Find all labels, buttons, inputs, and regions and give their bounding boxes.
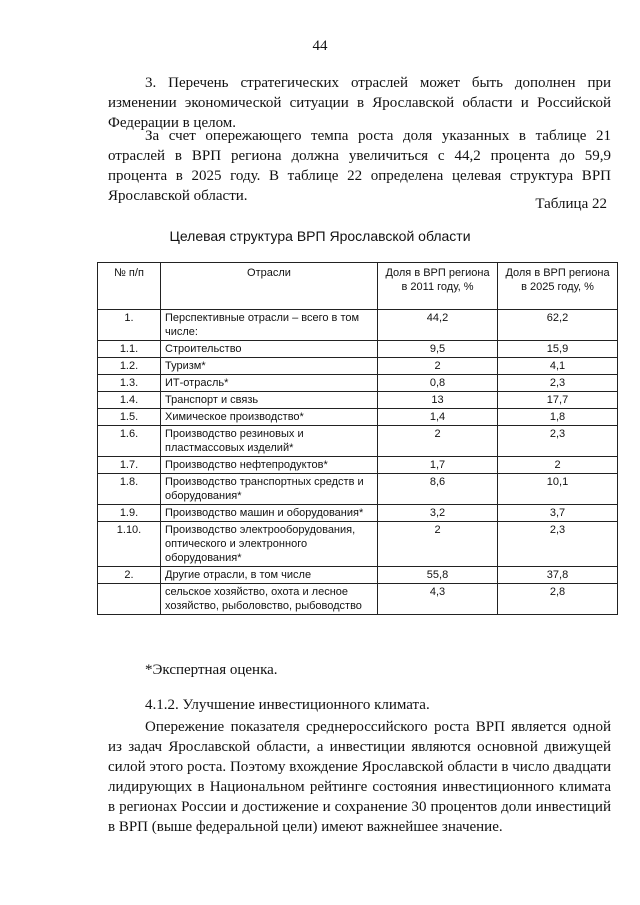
row-share-2011: 13 <box>378 392 498 409</box>
row-number: 1. <box>98 310 161 341</box>
row-industry: Туризм* <box>161 358 378 375</box>
row-number: 1.5. <box>98 409 161 426</box>
row-share-2011: 55,8 <box>378 567 498 584</box>
row-industry: Транспорт и связь <box>161 392 378 409</box>
table-row <box>98 457 618 474</box>
table-row <box>98 567 618 584</box>
row-industry: Производство нефтепродуктов* <box>161 457 378 474</box>
row-share-2011: 3,2 <box>378 505 498 522</box>
table-row <box>98 522 618 567</box>
section-heading: 4.1.2. Улучшение инвестиционного климата. <box>145 697 430 713</box>
row-share-2025: 17,7 <box>498 392 618 409</box>
row-industry: ИТ-отрасль* <box>161 375 378 392</box>
row-share-2011: 1,7 <box>378 457 498 474</box>
paragraph-text: Опережение показателя среднероссийского роста ВРП является одной из задач Ярославской области, а инвестиции являются основной движущей силой этого роста. Поэтому вхождение Ярославской области в число двадцати лидирующих в Национальном рейтинге состояния инвестиционного климата в регионах России и достижение и сохранение 30 процентов доли инвестиций в ВРП (выше федеральной цели) имеют важнейшее значение. <box>108 719 611 835</box>
table-row <box>98 310 618 341</box>
page-number: 44 <box>312 38 328 54</box>
table-row <box>98 375 618 392</box>
row-number: 1.8. <box>98 474 161 505</box>
table-row <box>98 358 618 375</box>
table-row <box>98 409 618 426</box>
row-number: 1.6. <box>98 426 161 457</box>
row-number: 1.10. <box>98 522 161 567</box>
row-share-2025: 3,7 <box>498 505 618 522</box>
row-number: 1.3. <box>98 375 161 392</box>
row-share-2025: 37,8 <box>498 567 618 584</box>
row-share-2025: 2,3 <box>498 426 618 457</box>
header-industry: Отрасли <box>161 263 378 310</box>
table-header-row <box>98 263 618 310</box>
row-industry: Строительство <box>161 341 378 358</box>
row-industry: Химическое производство* <box>161 409 378 426</box>
row-number: 1.9. <box>98 505 161 522</box>
row-share-2025: 1,8 <box>498 409 618 426</box>
row-share-2025: 15,9 <box>498 341 618 358</box>
header-share-2011: Доля в ВРП региона в 2011 году, % <box>378 263 498 310</box>
table-row <box>98 584 618 615</box>
paragraph-text: За счет опережающего темпа роста доля указанных в таблице 21 отраслей в ВРП региона должна увеличиться с 44,2 процента до 59,9 процента в 2025 году. В таблице 22 определена целевая структура ВРП Ярославской области. <box>108 128 611 204</box>
row-share-2011: 9,5 <box>378 341 498 358</box>
row-industry: Производство резиновых и пластмассовых изделий* <box>161 426 378 457</box>
row-number: 2. <box>98 567 161 584</box>
row-industry: Производство электрооборудования, оптического и электронного оборудования* <box>161 522 378 567</box>
row-share-2011: 8,6 <box>378 474 498 505</box>
table-label: Таблица 22 <box>535 196 607 212</box>
row-industry: Производство транспортных средств и оборудования* <box>161 474 378 505</box>
row-industry: Производство машин и оборудования* <box>161 505 378 522</box>
paragraph-industries-list <box>108 73 611 133</box>
row-number: 1.2. <box>98 358 161 375</box>
row-share-2011: 2 <box>378 522 498 567</box>
row-industry: Другие отрасли, в том числе <box>161 567 378 584</box>
row-share-2011: 2 <box>378 358 498 375</box>
vrp-structure-table <box>97 262 618 615</box>
row-number: 1.7. <box>98 457 161 474</box>
row-share-2025: 2,3 <box>498 522 618 567</box>
row-share-2011: 4,3 <box>378 584 498 615</box>
row-share-2025: 4,1 <box>498 358 618 375</box>
row-share-2025: 2,8 <box>498 584 618 615</box>
paragraph-growth-share <box>108 126 611 206</box>
paragraph-investment-climate <box>108 717 611 837</box>
row-share-2025: 62,2 <box>498 310 618 341</box>
table-row <box>98 341 618 358</box>
row-number: 1.1. <box>98 341 161 358</box>
footnote: *Экспертная оценка. <box>145 662 278 678</box>
row-share-2025: 2 <box>498 457 618 474</box>
table-row <box>98 474 618 505</box>
row-share-2025: 2,3 <box>498 375 618 392</box>
row-number: 1.4. <box>98 392 161 409</box>
paragraph-text: 3. Перечень стратегических отраслей может быть дополнен при изменении экономической ситуации в Ярославской области и Российской Федерации в целом. <box>108 75 611 131</box>
row-share-2011: 1,4 <box>378 409 498 426</box>
table-row <box>98 392 618 409</box>
row-number <box>98 584 161 615</box>
row-share-2025: 10,1 <box>498 474 618 505</box>
row-industry: Перспективные отрасли – всего в том числе: <box>161 310 378 341</box>
row-share-2011: 2 <box>378 426 498 457</box>
header-number: № п/п <box>98 263 161 310</box>
row-share-2011: 0,8 <box>378 375 498 392</box>
table-row <box>98 505 618 522</box>
row-share-2011: 44,2 <box>378 310 498 341</box>
table-row <box>98 426 618 457</box>
table-body <box>98 310 618 615</box>
table-title: Целевая структура ВРП Ярославской области <box>169 228 471 244</box>
row-industry: сельское хозяйство, охота и лесное хозяйство, рыболовство, рыбоводство <box>161 584 378 615</box>
header-share-2025: Доля в ВРП региона в 2025 году, % <box>498 263 618 310</box>
